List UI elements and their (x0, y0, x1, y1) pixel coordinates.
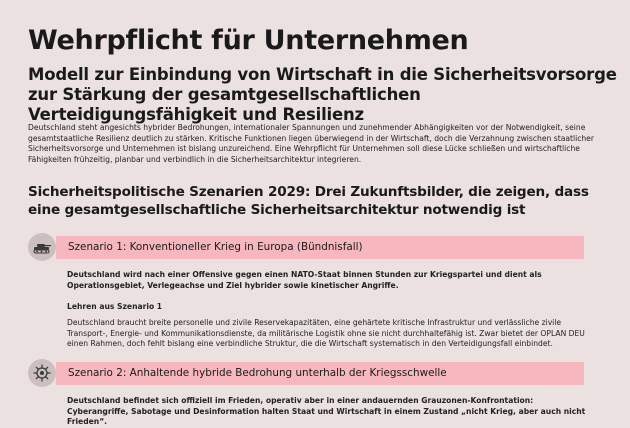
scenario-2-header (56, 362, 584, 385)
scenario-2-summary: Deutschland befindet sich offiziell im Frieden, operativ aber in einer andauernden Grauzonen-Konfrontation: Cyberangriffe, Sabotage und Desinformation halten Staat und Wirtschaft in einem Zustand „nicht Krieg, aber auch nicht Frieden“. (67, 396, 586, 427)
scenario-1-header (56, 236, 584, 259)
virus-gear-icon (28, 359, 56, 387)
page-title: Wehrpflicht für Unternehmen (28, 25, 469, 56)
scenario-1-summary: Deutschland wird nach einer Offensive gegen einen NATO-Staat binnen Stunden zur Kriegspartei und dient als Operationsgebiet, Verlegeachse und Ziel hybrider sowie kinetischer Angriffe. (67, 270, 542, 290)
scenario-1-lessons-heading: Lehren aus Szenario 1 (67, 302, 163, 311)
scenario-1-label: Szenario 1: Konventioneller Krieg in Europa (Bündnisfall) (68, 241, 363, 253)
intro-paragraph: Deutschland steht angesichts hybrider Bedrohungen, internationaler Spannungen und zunehmender Abhängigkeiten vor der Notwendigkeit, seine gesamtstaatliche Resilienz deutlich zu stärken. Kritische Funktionen liegen überwiegend in der Wirtschaft, doch die Verzahnung zwischen staatlicher Sicherheitsvorsorge und Unternehmen ist bislang unzureichend. Eine Wehrpflicht für Unternehmen soll diese Lücke schließen und wirtschaftliche Fähigkeiten frühzeitig, planbar und verbindlich in die Sicherheitsarchitektur integrieren. (28, 123, 594, 164)
tank-icon (28, 233, 56, 261)
scenario-2-label: Szenario 2: Anhaltende hybride Bedrohung unterhalb der Kriegsschwelle (68, 367, 447, 379)
section-heading: Sicherheitspolitische Szenarien 2029: Drei Zukunftsbilder, die zeigen, dass eine gesamtgesellschaftliche Sicherheitsarchitektur notwendig ist (28, 184, 589, 218)
scenario-1-lessons: Deutschland braucht breite personelle und zivile Reservekapazitäten, eine gehärtete kritische Infrastruktur und verlässliche zivile Transport-, Energie- und Kommunikationsdienste, da militärische Logistik ohne sie nicht durchhaltefähig ist. Zwar bietet der OPLAN DEU einen Rahmen, doch fehlt bislang eine verbindliche Struktur, die die Wirtschaft systematisch in den Verteidigungsfall einbindet. (67, 318, 585, 349)
page-subtitle: Modell zur Einbindung von Wirtschaft in die Sicherheitsvorsorge zur Stärkung der gesamtgesellschaftlichen Verteidigungsfähigkeit und Resilienz (28, 65, 617, 124)
